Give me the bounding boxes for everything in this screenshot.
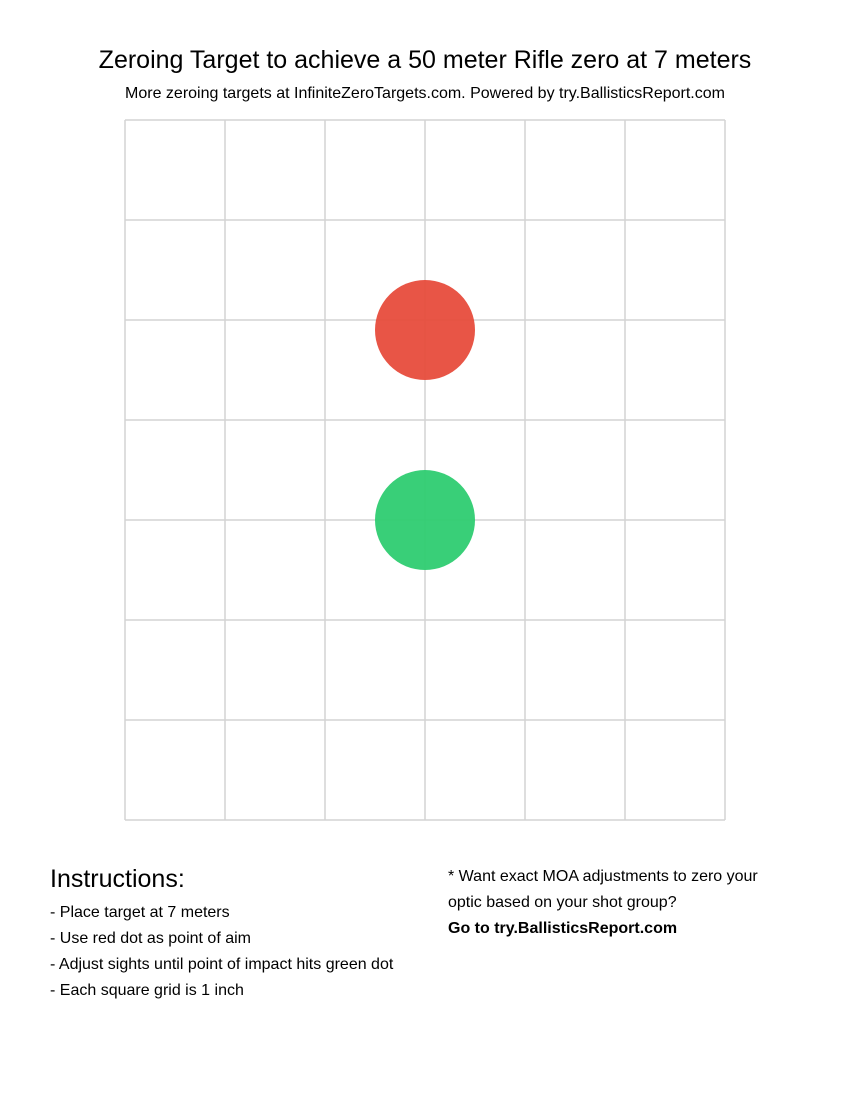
promo-link[interactable]: Go to try.BallisticsReport.com — [448, 920, 678, 937]
page-subtitle: More zeroing targets at InfiniteZeroTargets.com. Powered by try.BallisticsReport.com — [125, 85, 725, 102]
promo-line-2: optic based on your shot group? — [448, 894, 677, 911]
instruction-item: - Each square grid is 1 inch — [50, 982, 244, 999]
instructions-list — [50, 900, 430, 1004]
instruction-item: - Place target at 7 meters — [50, 904, 230, 921]
promo-line-1: * Want exact MOA adjustments to zero your — [448, 868, 758, 885]
instructions-section — [50, 864, 430, 1004]
promo-section — [448, 864, 808, 942]
instruction-item: - Use red dot as point of aim — [50, 930, 251, 947]
instruction-item: - Adjust sights until point of impact hits green dot — [50, 956, 394, 973]
point-of-impact-dot — [375, 470, 475, 570]
point-of-aim-dot — [375, 280, 475, 380]
instructions-heading: Instructions: — [50, 865, 185, 893]
page-title: Zeroing Target to achieve a 50 meter Rifle zero at 7 meters — [98, 46, 752, 74]
